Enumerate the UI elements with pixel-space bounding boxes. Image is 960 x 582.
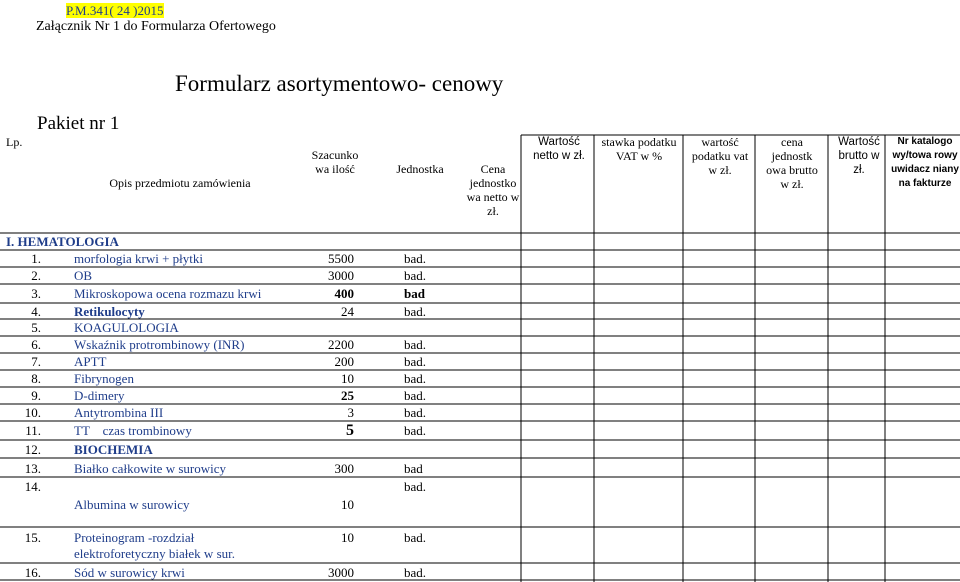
row-description: Proteinogram -rozdział xyxy=(74,530,195,545)
col-header-description: Opis przedmiotu zamówienia xyxy=(109,176,251,190)
row-description: OB xyxy=(74,268,93,283)
row-unit: bad. xyxy=(404,388,427,403)
row-description: Sód w surowicy krwi xyxy=(74,565,185,580)
row-number: 15. xyxy=(24,530,41,545)
row-unit: bad. xyxy=(404,423,427,438)
row-description: D-dimery xyxy=(74,388,125,403)
row-number: 13. xyxy=(24,461,41,476)
row-unit: bad. xyxy=(404,337,427,352)
col-header-quantity: Szacunko wa ilość xyxy=(311,148,359,176)
col-header-catalog-no: Nr katalogo wy/towa rowy uwidacz niany na fakturze xyxy=(891,136,959,189)
row-description: Wskaźnik protrombinowy (INR) xyxy=(74,337,245,352)
row-unit: bad xyxy=(404,461,423,476)
col-header-vat-value: wartość podatku vat w zł. xyxy=(691,135,749,177)
row-number: 3. xyxy=(31,286,41,301)
col-header-gross-unit-price: cena jednostk owa brutto w zł. xyxy=(766,135,818,191)
row-description-continued: elektroforetyczny białek w sur. xyxy=(74,546,235,561)
col-header-unit-price: Cena jednostko wa netto w zł. xyxy=(466,162,520,218)
row-quantity: 10 xyxy=(341,530,354,545)
row-unit: bad. xyxy=(404,405,427,420)
document-reference-text: P.M.341( 24 )2015 xyxy=(66,3,164,18)
attachment-label: Załącznik Nr 1 do Formularza Ofertowego xyxy=(36,19,276,34)
row-unit: bad. xyxy=(404,479,427,494)
row-description: Retikulocyty xyxy=(74,304,145,319)
row-quantity: 3000 xyxy=(328,565,354,580)
row-description: Mikroskopowa ocena rozmazu krwi xyxy=(74,286,262,301)
row-unit: bad. xyxy=(404,251,427,266)
row-quantity: 200 xyxy=(334,354,354,369)
row-description: morfologia krwi + płytki xyxy=(74,251,204,266)
row-number: 2. xyxy=(31,268,41,283)
row-number: 1. xyxy=(31,251,41,266)
section-hematology: I. HEMATOLOGIA xyxy=(6,234,119,249)
row-description: Białko całkowite w surowicy xyxy=(74,461,226,476)
row-unit: bad. xyxy=(404,565,427,580)
row-quantity: 10 xyxy=(341,497,354,512)
row-number: 9. xyxy=(31,388,41,403)
row-quantity: 5 xyxy=(346,422,354,439)
row-quantity: 300 xyxy=(334,461,354,476)
col-header-gross-value: Wartość brutto w zł. xyxy=(838,136,880,176)
row-unit: bad. xyxy=(404,304,427,319)
row-description: KOAGULOLOGIA xyxy=(74,320,179,335)
row-quantity: 5500 xyxy=(328,251,354,266)
row-description: Fibrynogen xyxy=(74,371,134,386)
row-quantity: 3 xyxy=(347,405,354,420)
col-header-unit: Jednostka xyxy=(396,162,444,176)
col-header-net-value: Wartość netto w zł. xyxy=(533,136,585,162)
row-description: Antytrombina III xyxy=(74,405,164,420)
package-label: Pakiet nr 1 xyxy=(37,113,120,134)
row-unit: bad. xyxy=(404,354,427,369)
row-unit: bad. xyxy=(404,371,427,386)
row-quantity: 3000 xyxy=(328,268,354,283)
row-quantity: 24 xyxy=(341,304,354,319)
row-quantity: 25 xyxy=(341,388,354,403)
row-number: 8. xyxy=(31,371,41,386)
row-unit: bad xyxy=(404,286,425,301)
form-title: Formularz asortymentowo- cenowy xyxy=(175,71,504,96)
row-number: 12. xyxy=(24,442,41,457)
row-number: 11. xyxy=(25,423,41,438)
row-number: 5. xyxy=(31,320,41,335)
col-header-lp: Lp. xyxy=(6,135,23,149)
row-quantity: 10 xyxy=(341,371,354,386)
row-unit: bad. xyxy=(404,530,427,545)
row-number: 4. xyxy=(31,304,41,319)
row-unit: bad. xyxy=(404,268,427,283)
row-number: 6. xyxy=(31,337,41,352)
row-quantity: 400 xyxy=(334,286,354,301)
row-description: Albumina w surowicy xyxy=(74,497,190,512)
row-number: 16. xyxy=(24,565,41,580)
row-number: 14. xyxy=(24,479,41,494)
row-description: APTT xyxy=(74,354,107,369)
row-number: 10. xyxy=(24,405,41,420)
row-description: BIOCHEMIA xyxy=(74,442,153,457)
row-number: 7. xyxy=(31,354,41,369)
row-description: TT czas trombinowy xyxy=(74,423,192,438)
row-quantity: 2200 xyxy=(328,337,354,352)
col-header-vat-rate: stawka podatku VAT w % xyxy=(601,135,677,163)
